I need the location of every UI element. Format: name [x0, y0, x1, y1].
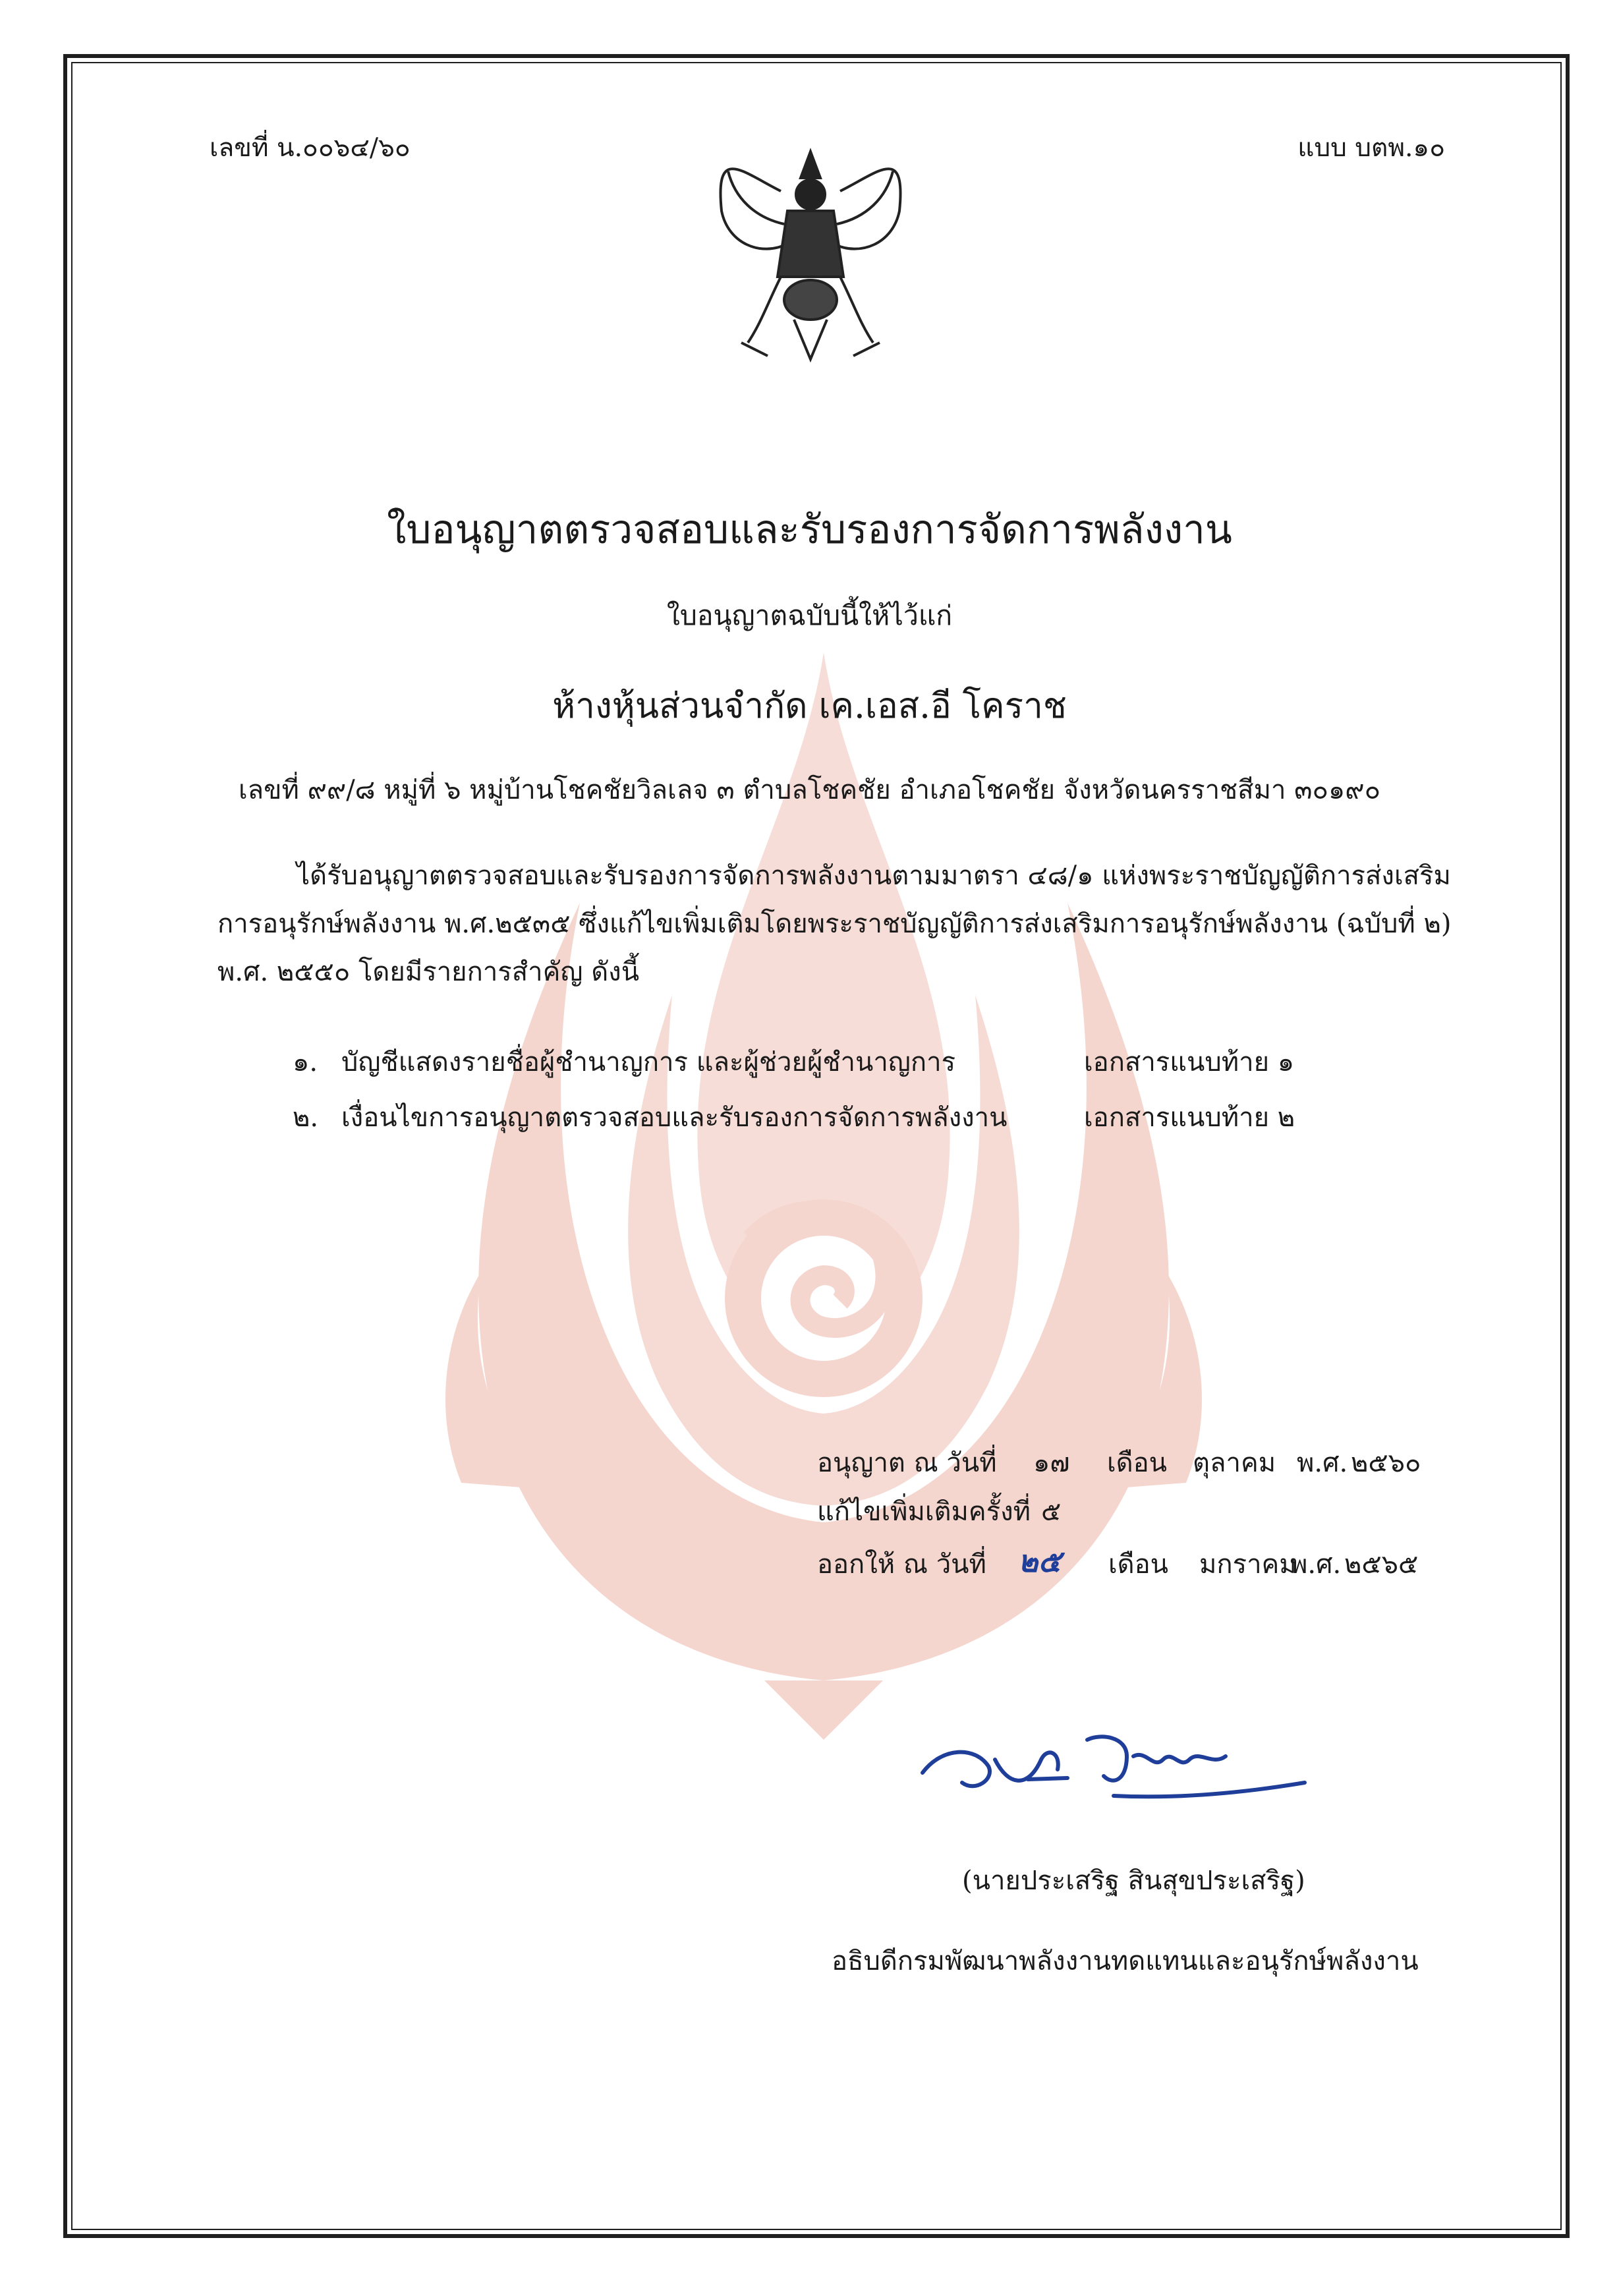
list-item-number: ๑. [293, 1047, 318, 1077]
issue-date-prefix: ออกให้ ณ วันที่ [817, 1549, 986, 1580]
paragraph-line-1: ได้รับอนุญาตตรวจสอบและรับรองการจัดการพลังงานตามมาตรา ๔๘/๑ แห่งพระราชบัญญัติการส่งเสริม [297, 861, 1451, 891]
company-name: ห้างหุ้นส่วนจำกัด เค.เอส.อี โคราช [552, 686, 1067, 726]
issue-month: มกราคม [1199, 1549, 1297, 1580]
approval-date-prefix: อนุญาต ณ วันที่ [817, 1448, 997, 1478]
approval-month-label: เดือน [1107, 1448, 1168, 1478]
issue-year: ๒๕๖๕ [1344, 1549, 1419, 1580]
approval-month: ตุลาคม [1193, 1448, 1276, 1478]
signatory-position: อธิบดีกรมพัฒนาพลังงานทดแทนและอนุรักษ์พลังงาน [832, 1946, 1419, 1976]
issue-day-handwritten: ๒๕ [1018, 1543, 1062, 1579]
list-item-text: เงื่อนไขการอนุญาตตรวจสอบและรับรองการจัดการพลังงาน [341, 1103, 1008, 1133]
issued-to-label: ใบอนุญาตฉบับนี้ให้ไว้แก่ [666, 600, 953, 631]
list-item-reference: เอกสารแนบท้าย ๒ [1084, 1103, 1295, 1133]
certificate-title: ใบอนุญาตตรวจสอบและรับรองการจัดการพลังงาน [387, 507, 1232, 553]
signature-icon [916, 1720, 1311, 1819]
list-item-text: บัญชีแสดงรายชื่อผู้ชำนาญการ และผู้ช่วยผู้ชำนาญการ [341, 1047, 956, 1077]
paragraph-line-3: พ.ศ. ๒๕๕๐ โดยมีรายการสำคัญ ดังนี้ [217, 957, 640, 987]
garuda-emblem-icon [702, 132, 919, 369]
amendment-number: ๕ [1041, 1497, 1062, 1527]
approval-year-label: พ.ศ. [1297, 1448, 1348, 1478]
approval-year: ๒๕๖๐ [1351, 1448, 1421, 1478]
approval-day: ๑๗ [1033, 1448, 1070, 1478]
signatory-name: (นายประเสริฐ สินสุขประเสริฐ) [962, 1866, 1305, 1896]
issue-month-label: เดือน [1108, 1549, 1169, 1580]
company-address: เลขที่ ๙๙/๘ หมู่ที่ ๖ หมู่บ้านโชคชัยวิลเลจ ๓ ตำบลโชคชัย อำเภอโชคชัย จังหวัดนครราชสีมา ๓๐๑๙๐ [239, 775, 1380, 805]
issue-year-label: พ.ศ. [1290, 1549, 1342, 1580]
paragraph-line-2: การอนุรักษ์พลังงาน พ.ศ.๒๕๓๕ ซึ่งแก้ไขเพิ่มเติมโดยพระราชบัญญัติการส่งเสริมการอนุรักษ์พลังงาน (ฉบับที่ ๒) [217, 909, 1452, 939]
document-number: เลขที่ น.๐๐๖๔/๖๐ [210, 133, 411, 163]
list-item-reference: เอกสารแนบท้าย ๑ [1084, 1047, 1295, 1077]
list-item-number: ๒. [293, 1103, 319, 1133]
amendment-label: แก้ไขเพิ่มเติมครั้งที่ [817, 1497, 1031, 1527]
form-code: แบบ บตพ.๑๐ [1297, 133, 1445, 163]
